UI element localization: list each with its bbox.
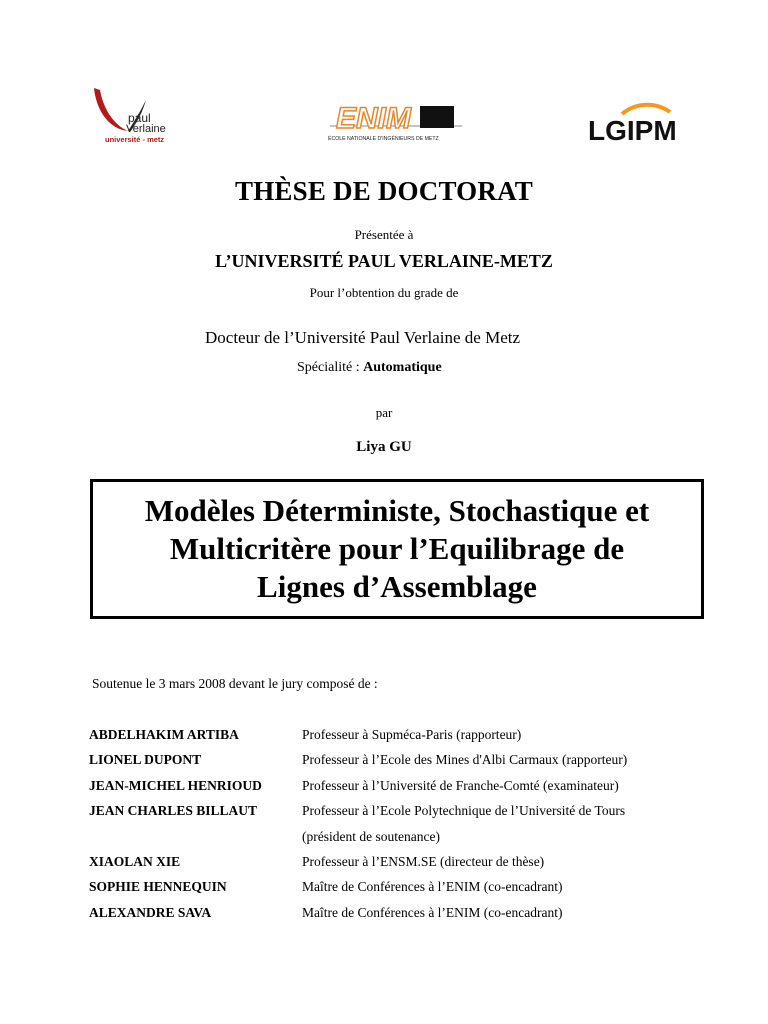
presentee-text: Présentée à — [354, 227, 414, 242]
jury-member-role: Professeur à l’Université de Franche-Comté (examinateur) — [302, 778, 619, 793]
jury-member-role: Professeur à Supméca-Paris (rapporteur) — [302, 727, 522, 742]
upvm-line2: Verlaine — [126, 123, 166, 135]
enim-subtitle: ÉCOLE NATIONALE D'INGÉNIEURS DE METZ — [328, 136, 439, 142]
jury-member-role-continued: (président de soutenance) — [302, 829, 440, 844]
upvm-line3: université - metz — [105, 135, 165, 144]
specialite-value: Automatique — [363, 360, 442, 375]
specialite-label: Spécialité : — [297, 360, 364, 375]
thesis-title-line2: Multicritère pour l’Equilibrage de — [169, 531, 625, 566]
jury-member-role: Professeur à l’Ecole Polytechnique de l’Université de Tours — [302, 803, 626, 818]
par-text: par — [375, 405, 393, 420]
enim-logo — [322, 98, 470, 146]
lgipm-name: LGIPM — [588, 115, 676, 144]
document-title: THÈSE DE DOCTORAT — [235, 176, 533, 206]
thesis-title-line3: Lignes d’Assemblage — [257, 569, 537, 604]
jury-member-name: LIONEL DUPONT — [89, 752, 202, 767]
jury-member-name: JEAN-MICHEL HENRIOUD — [89, 778, 262, 793]
thesis-title-line1: Modèles Déterministe, Stochastique et — [144, 493, 650, 528]
obtention-text: Pour l’obtention du grade de — [309, 285, 459, 300]
lgipm-logo — [586, 100, 676, 144]
degree-text: Docteur de l’Université Paul Verlaine de Metz — [205, 328, 521, 347]
jury-member-name: JEAN CHARLES BILLAUT — [89, 803, 258, 818]
thesis-title-box — [90, 479, 704, 619]
jury-member-role: Professeur à l’ENSM.SE (directeur de thèse) — [302, 854, 545, 869]
thesis-title — [97, 492, 697, 606]
jury-member-name: XIAOLAN XIE — [89, 854, 181, 869]
specialite-line — [297, 360, 442, 376]
author-name: Liya GU — [356, 439, 412, 455]
upvm-line1: paul — [128, 111, 151, 125]
upvm-swoosh-icon — [88, 84, 188, 146]
jury-member-role: Maître de Conférences à l’ENIM (co-encadrant) — [302, 905, 563, 920]
jury-member-name: ABDELHAKIM ARTIBA — [89, 727, 239, 742]
jury-member-name: SOPHIE HENNEQUIN — [89, 879, 227, 894]
jury-member-role: Maître de Conférences à l’ENIM (co-encadrant) — [302, 879, 563, 894]
paul-verlaine-university-logo — [88, 84, 188, 146]
jury-member-name: ALEXANDRE SAVA — [89, 905, 212, 920]
jury-member-role: Professeur à l’Ecole des Mines d'Albi Carmaux (rapporteur) — [302, 752, 628, 767]
university-name: L’UNIVERSITÉ PAUL VERLAINE-METZ — [215, 251, 553, 271]
enim-name: ENIM — [336, 102, 411, 135]
defense-statement: Soutenue le 3 mars 2008 devant le jury composé de : — [92, 676, 378, 691]
